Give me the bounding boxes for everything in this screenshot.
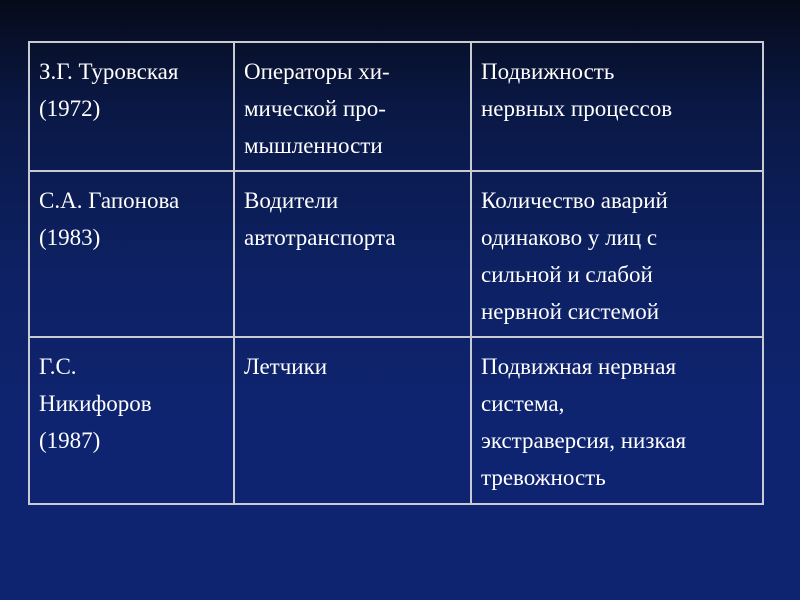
author-cell	[29, 171, 234, 337]
subjects-cell	[234, 171, 471, 337]
finding-cell	[471, 171, 763, 337]
subjects-text: Летчики	[244, 354, 328, 379]
author-text: С.А. Гапонова (1983)	[39, 188, 180, 250]
table-row	[29, 337, 763, 504]
author-text: З.Г. Туровская (1972)	[39, 59, 179, 121]
author-cell	[29, 337, 234, 504]
author-cell	[29, 42, 234, 171]
table-row	[29, 171, 763, 337]
research-table	[28, 41, 764, 505]
finding-text: Подвижная нервная система, экстраверсия, низкая тревожность	[481, 354, 687, 490]
finding-cell	[471, 337, 763, 504]
finding-text: Количество аварий одинаково у лиц с сильной и слабой нервной системой	[481, 188, 668, 324]
finding-text: Подвижность нервных процессов	[481, 59, 673, 121]
subjects-text: Операторы хи- мической про- мышленности	[244, 59, 390, 158]
subjects-cell	[234, 337, 471, 504]
author-text: Г.С. Никифоров (1987)	[39, 354, 152, 453]
subjects-cell	[234, 42, 471, 171]
table-row	[29, 42, 763, 171]
finding-cell	[471, 42, 763, 171]
subjects-text: Водители автотранспорта	[244, 188, 396, 250]
